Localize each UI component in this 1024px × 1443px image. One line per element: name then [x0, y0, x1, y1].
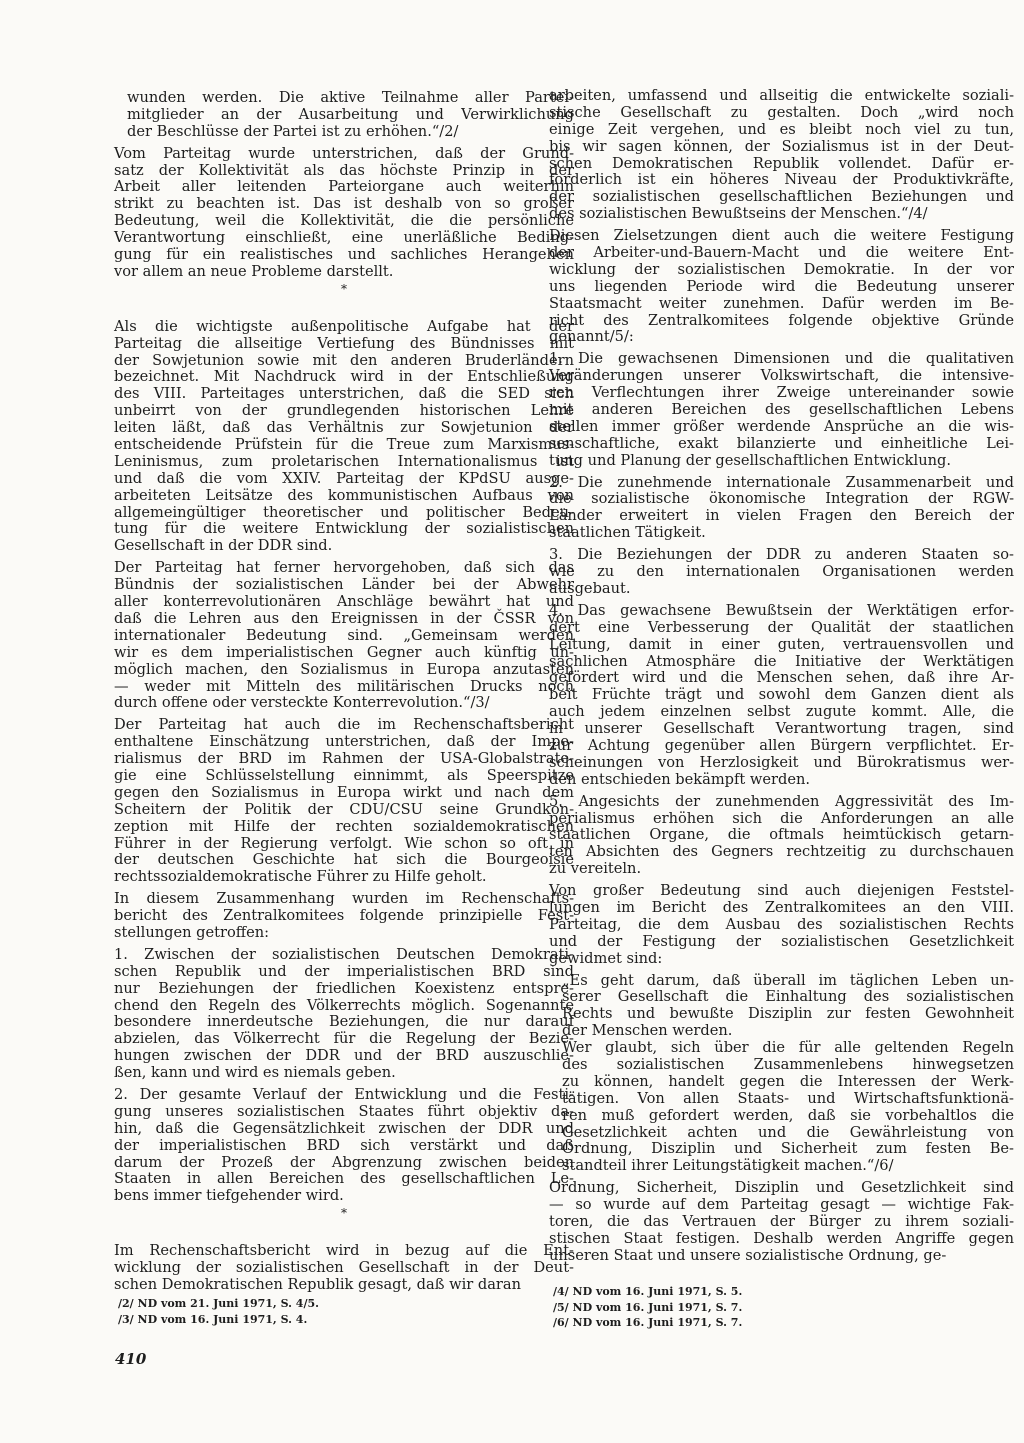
text-line: daß die Lehren aus den Ereignissen in der ČSSR von: [114, 609, 574, 627]
text-line: schen Demokratischen Republik gesagt, daß wir daran: [114, 1276, 521, 1293]
text-line: der deutschen Geschichte hat sich die Bourgeoisie: [114, 851, 574, 869]
text-line: chend den Regeln des Völkerrechts möglich. Sogenannte: [114, 996, 574, 1014]
text-line: des sozialistischen Zusammenlebens hinwegsetzen: [562, 1055, 1014, 1073]
text-line: vor allem an neue Probleme darstellt.: [114, 262, 394, 280]
section-separator: *: [341, 1206, 347, 1221]
text-line: Scheitern der Politik der CDU/CSU seine Grundkon-: [114, 800, 574, 818]
text-line: zu können, handelt gegen die Interessen der Werk-: [562, 1072, 1014, 1090]
text-line: toren, die das Vertrauen der Bürger zu ihrem soziali-: [549, 1213, 1014, 1230]
text-line: möglich machen, den Sozialismus in Europa anzutasten: [114, 660, 574, 678]
text-line: wicklung der sozialistischen Demokratie. In der vor: [549, 260, 1014, 278]
text-line: stischen Staat festigen. Deshalb werden Angriffe gegen: [549, 1229, 1014, 1247]
text-line: wie zu den internationalen Organisationen werden: [549, 563, 1014, 581]
text-line: tung für die weitere Entwicklung der sozialistischen: [114, 520, 574, 538]
text-line: schen Republik und der imperialistischen BRD sind: [114, 962, 574, 980]
text-line: nur Beziehungen der friedlichen Koexistenz entspre-: [114, 979, 574, 997]
text-line: die sozialistische ökonomische Integration der RGW-: [549, 490, 1014, 508]
text-line: rialismus der BRD im Rahmen der USA-Globalstrate-: [114, 750, 574, 768]
text-line: Staatsmacht weiter zunehmen. Dafür werden im Be-: [549, 294, 1014, 312]
text-line: Im Rechenschaftsbericht wird in bezug auf die Ent-: [114, 1242, 574, 1260]
text-line: arbeiteten Leitsätze des kommunistischen Aufbaus von: [114, 486, 574, 504]
text-line: in unserer Gesellschaft Verantwortung tragen, sind: [549, 720, 1014, 738]
text-line: Wer glaubt, sich über die für alle geltenden Regeln: [562, 1039, 1014, 1057]
text-line: besondere innerdeutsche Beziehungen, die nur darauf: [114, 1013, 574, 1031]
text-line: bezeichnet. Mit Nachdruck wird in der Entschließung: [114, 368, 574, 386]
text-line: strikt zu beachten ist. Das ist deshalb von so großer: [114, 195, 574, 213]
text-line: perialismus erhöhen sich die Anforderungen an alle: [549, 809, 1014, 827]
text-line: Bedeutung, weil die Kollektivität, die die persönliche: [114, 212, 574, 230]
text-line: ren muß gefordert werden, daß sie vorbehaltlos die: [562, 1106, 1014, 1124]
text-line: ßen, kann und wird es niemals geben.: [114, 1064, 396, 1082]
text-line: — weder mit Mitteln des militärischen Drucks noch: [114, 677, 574, 695]
text-line: allgemeingültiger theoretischer und politischer Bedeu-: [114, 503, 574, 521]
text-line: des VIII. Parteitages unterstrichen, daß die SED sich: [114, 385, 574, 403]
text-line: Arbeit aller leitenden Parteiorgane auch weiterhin: [114, 178, 574, 196]
text-line: zu vereiteln.: [549, 860, 642, 878]
text-line: 4. Das gewachsene Bewußtsein der Werktätigen erfor-: [549, 601, 1014, 619]
text-line: zeption mit Hilfe der rechten sozialdemokratischen: [114, 817, 574, 835]
text-line: Bündnis der sozialistischen Länder bei der Abwehr: [114, 576, 574, 594]
text-line: forderlich ist ein höheres Niveau der Produktivkräfte,: [549, 171, 1014, 189]
paragraph: [114, 891, 574, 942]
text-line: Der Parteitag hat auch die im Rechenschaftsbericht: [114, 716, 574, 734]
text-line: 2. Die zunehmende internationale Zusammenarbeit und: [549, 473, 1014, 491]
page-number: 410: [115, 1350, 147, 1368]
text-line: Gesellschaft in der DDR sind.: [114, 537, 333, 555]
text-line: 3. Die Beziehungen der DDR zu anderen Staaten so-: [549, 546, 1014, 564]
text-line: ausgebaut.: [549, 579, 631, 597]
text-line: Länder erweitert in vielen Fragen den Bereich der: [549, 507, 1014, 525]
text-line: internationaler Bedeutung sind. „Gemeinsam werden: [114, 626, 574, 644]
text-line: 1. Die gewachsenen Dimensionen und die qualitativen: [549, 350, 1014, 368]
paragraph: [114, 90, 574, 141]
text-line: der sozialistischen gesellschaftlichen Beziehungen und: [549, 188, 1014, 206]
text-line: einige Zeit vergehen, und es bleibt noch viel zu tun,: [549, 120, 1014, 138]
text-line: lungen im Bericht des Zentralkomitees an den VIII.: [549, 898, 1014, 916]
left-column: [114, 90, 574, 1294]
text-line: aller konterrevolutionären Anschläge bewährt hat und: [114, 593, 574, 611]
footnote: /3/ ND vom 16. Juni 1971, S. 4.: [118, 1312, 308, 1326]
text-line: standteil ihrer Leitungstätigkeit machen.“/6/: [562, 1157, 894, 1175]
quotation: [549, 1040, 1014, 1175]
text-line: schen Demokratischen Republik vollendet. Dafür er-: [549, 154, 1014, 172]
text-line: wunden werden. Die aktive Teilnahme aller Partei-: [127, 89, 574, 106]
text-line: Von großer Bedeutung sind auch diejenigen Feststel-: [549, 882, 1014, 900]
text-line: tung und Planung der gesellschaftlichen Entwicklung.: [549, 451, 951, 469]
text-line: Parteitag die allseitige Vertiefung des Bündnisses mit: [114, 334, 574, 352]
text-line: stellungen getroffen:: [114, 923, 270, 941]
text-line: mitglieder an der Ausarbeitung und Verwirklichung: [127, 105, 574, 123]
text-line: dert eine Verbesserung der Qualität der staatlichen: [549, 618, 1014, 636]
text-line: Ordnung, Disziplin und Sicherheit zum festen Be-: [562, 1140, 1014, 1158]
text-line: 1. Zwischen der sozialistischen Deutschen Demokrati-: [114, 945, 574, 963]
text-line: der Beschlüsse der Partei ist zu erhöhen.“/2/: [127, 122, 459, 140]
text-line: Verantwortung einschließt, eine unerläßliche Beding-: [114, 229, 574, 247]
text-line: hungen zwischen der DDR und der BRD auszuschlie-: [114, 1047, 574, 1065]
text-line: Leitung, damit in einer guten, vertrauensvollen und: [549, 635, 1014, 653]
text-line: auch jedem einzelnen selbst zugute kommt. Alle, die: [549, 703, 1014, 721]
text-line: staatlichen Organe, die oftmals heimtückisch getarn-: [549, 826, 1014, 844]
footnote: /6/ ND vom 16. Juni 1971, S. 7.: [553, 1316, 743, 1329]
text-line: sachlichen Atmosphäre die Initiative der Werktätigen: [549, 652, 1014, 670]
text-line: Als die wichtigste außenpolitische Aufgabe hat der: [114, 317, 574, 335]
footnotes-right: [553, 1284, 742, 1331]
text-line: richt des Zentralkomitees folgende objektive Gründe: [549, 311, 1014, 329]
text-line: Führer in der Regierung verfolgt. Wie schon so oft in: [114, 834, 574, 852]
text-line: Diesen Zielsetzungen dient auch die weitere Festigung: [549, 227, 1014, 245]
text-line: der Menschen werden.: [562, 1022, 733, 1040]
paragraph: [114, 319, 574, 555]
footnotes-left: [118, 1296, 319, 1327]
text-line: Gesetzlichkeit achten und die Gewährleistung von: [562, 1123, 1014, 1141]
text-line: tätigen. Von allen Staats- und Wirtschaftsfunktionä-: [562, 1089, 1014, 1107]
text-line: entscheidende Prüfstein für die Treue zum Marxismus-: [114, 436, 574, 454]
text-line: gie eine Schlüsselstellung einnimmt, als Speerspitze: [114, 766, 574, 784]
text-line: durch offene oder versteckte Konterrevolution.“/3/: [114, 694, 490, 712]
paragraph: [549, 547, 1014, 598]
footnote: /5/ ND vom 16. Juni 1971, S. 7.: [553, 1300, 743, 1314]
text-line: der Arbeiter-und-Bauern-Macht und die weitere Ent-: [549, 244, 1014, 262]
paragraph: [114, 146, 574, 281]
text-line: rechtssozialdemokratische Führer zu Hilfe geholt.: [114, 868, 487, 886]
text-line: Ordnung, Sicherheit, Disziplin und Gesetzlichkeit sind: [549, 1179, 1014, 1197]
text-line: genannt/5/:: [549, 328, 634, 346]
text-line: des sozialistischen Bewußtseins der Menschen.“/4/: [549, 205, 928, 223]
paragraph: [549, 603, 1014, 789]
text-line: gung unseres sozialistischen Staates führt objektiv da-: [114, 1102, 574, 1120]
text-line: Vom Parteitag wurde unterstrichen, daß der Grund-: [114, 144, 574, 162]
paragraph: [549, 1180, 1014, 1264]
text-line: beit Früchte trägt und sowohl dem Ganzen dient als: [549, 686, 1014, 704]
text-line: „Es geht darum, daß überall im täglichen Leben un-: [562, 971, 1014, 989]
text-line: ren Verflechtungen ihrer Zweige untereinander sowie: [549, 384, 1014, 402]
text-line: der Sowjetunion sowie mit den anderen Bruderländern: [114, 351, 574, 369]
text-line: uns liegenden Periode wird die Bedeutung unserer: [549, 277, 1014, 295]
footnote: /4/ ND vom 16. Juni 1971, S. 5.: [553, 1285, 743, 1298]
text-line: Der Parteitag hat ferner hervorgehoben, daß sich das: [114, 559, 574, 577]
text-line: bens immer tiefgehender wird.: [114, 1187, 344, 1205]
text-line: und der Festigung der sozialistischen Gesetzlichkeit: [549, 932, 1014, 950]
text-line: abzielen, das Völkerrecht für die Regelung der Bezie-: [114, 1030, 574, 1048]
quotation: [549, 973, 1014, 1041]
text-line: darum der Prozeß der Abgrenzung zwischen beiden: [114, 1153, 574, 1171]
text-line: mit anderen Bereichen des gesellschaftlichen Lebens: [549, 401, 1014, 419]
paragraph: [114, 1243, 574, 1294]
text-line: Staaten in allen Bereichen des gesellschaftlichen Le-: [114, 1170, 574, 1188]
paragraph: [549, 88, 1014, 223]
text-line: serer Gesellschaft die Einhaltung des sozialistischen: [562, 988, 1014, 1006]
text-line: leiten läßt, daß das Verhältnis zur Sowjetunion der: [114, 419, 574, 437]
text-line: und daß die vom XXIV. Parteitag der KPdSU ausge-: [114, 469, 574, 487]
text-line: gefördert wird und die Menschen sehen, daß ihre Ar-: [549, 669, 1014, 687]
paragraph: [114, 717, 574, 886]
text-line: stische Gesellschaft zu gestalten. Doch „wird noch: [549, 103, 1014, 121]
footnote: /2/ ND vom 21. Juni 1971, S. 4/5.: [118, 1297, 319, 1310]
paragraph: [549, 475, 1014, 543]
text-line: wicklung der sozialistischen Gesellschaft in der Deut-: [114, 1259, 574, 1277]
right-column: [549, 88, 1014, 1265]
text-line: arbeiten, umfassend und allseitig die entwickelte soziali-: [549, 87, 1014, 104]
text-line: bis wir sagen können, der Sozialismus ist in der Deut-: [549, 137, 1014, 155]
text-line: zur Achtung gegenüber allen Bürgern verpflichtet. Er-: [549, 736, 1014, 754]
text-line: unseren Staat und unsere sozialistische Ordnung, ge-: [549, 1246, 947, 1264]
text-line: gewidmet sind:: [549, 949, 663, 967]
text-line: der imperialistischen BRD sich verstärkt und daß: [114, 1136, 574, 1154]
text-line: staatlichen Tätigkeit.: [549, 524, 706, 542]
text-line: gung für ein realistisches und sachliches Herangehen: [114, 246, 574, 264]
paragraph: [114, 947, 574, 1082]
text-line: ten Absichten des Gegners rechtzeitig zu durchschauen: [549, 843, 1014, 861]
text-line: enthaltene Einschätzung unterstrichen, daß der Impe-: [114, 733, 574, 751]
paragraph: [114, 1087, 574, 1205]
text-line: Leninismus, zum proletarischen Internationalismus ist: [114, 452, 574, 470]
text-line: 5. Angesichts der zunehmenden Aggressivität des Im-: [549, 792, 1014, 810]
text-line: wir es dem imperialistischen Gegner auch künftig un-: [114, 643, 574, 661]
paragraph: [549, 351, 1014, 469]
text-line: — so wurde auf dem Parteitag gesagt — wichtige Fak-: [549, 1196, 1014, 1214]
text-line: Rechts und bewußte Disziplin zur festen Gewohnheit: [562, 1005, 1014, 1023]
text-line: scheinungen von Herzlosigkeit und Bürokratismus wer-: [549, 753, 1014, 771]
text-line: satz der Kollektivität als das höchste Prinzip in der: [114, 161, 574, 179]
paragraph: [114, 560, 574, 712]
text-line: unbeirrt von der grundlegenden historischen Lehre: [114, 402, 574, 420]
text-line: bericht des Zentralkomitees folgende prinzipielle Fest-: [114, 907, 574, 925]
text-line: senschaftliche, exakt bilanzierte und einheitliche Lei-: [549, 434, 1014, 452]
text-line: gegen den Sozialismus in Europa wirkt und nach dem: [114, 783, 574, 801]
paragraph: [549, 883, 1014, 967]
text-line: Parteitag, die dem Ausbau des sozialistischen Rechts: [549, 915, 1014, 933]
text-line: Veränderungen unserer Volkswirtschaft, die intensive-: [549, 367, 1014, 385]
text-line: hin, daß die Gegensätzlichkeit zwischen der DDR und: [114, 1119, 574, 1137]
text-line: den entschieden bekämpft werden.: [549, 770, 811, 788]
paragraph: [549, 228, 1014, 346]
text-line: stellen immer größer werdende Ansprüche an die wis-: [549, 417, 1014, 435]
text-line: In diesem Zusammenhang wurden im Rechenschafts-: [114, 890, 574, 908]
section-separator: *: [341, 281, 347, 296]
text-line: 2. Der gesamte Verlauf der Entwicklung und die Festi-: [114, 1085, 574, 1103]
paragraph: [549, 794, 1014, 878]
